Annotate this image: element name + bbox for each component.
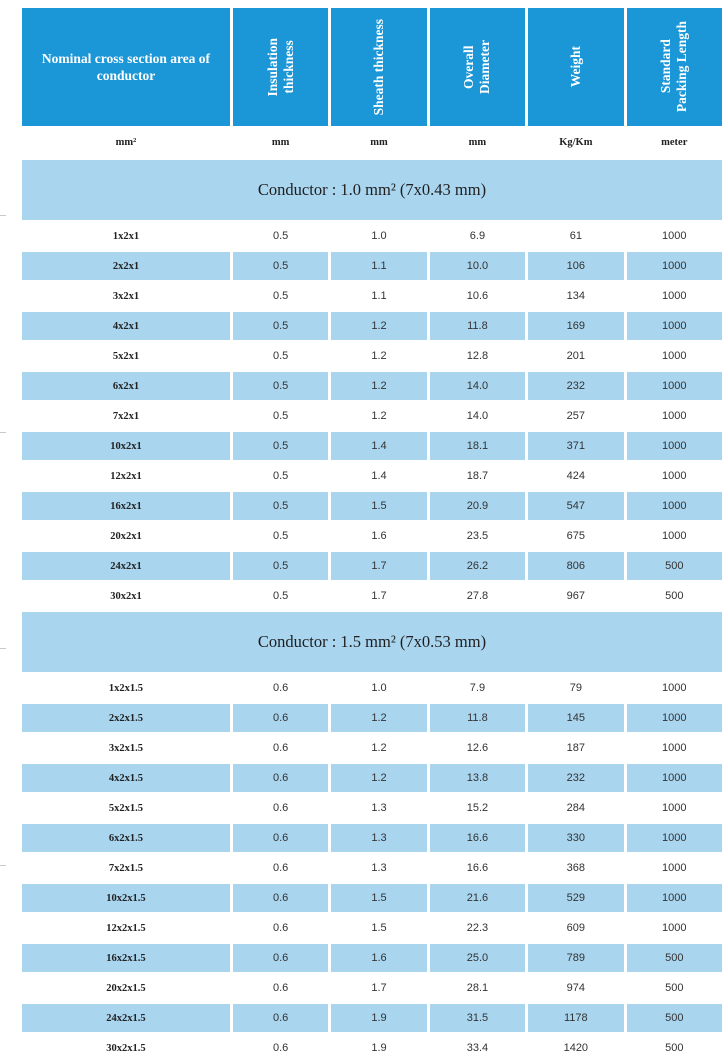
cell-weight: 61 xyxy=(528,220,623,250)
cell-cable-size: 1x2x1.5 xyxy=(22,672,230,702)
cell-diameter: 26.2 xyxy=(430,550,525,580)
cell-weight: 1178 xyxy=(528,1002,623,1032)
cell-packing-length: 500 xyxy=(627,1002,722,1032)
cell-insulation: 0.6 xyxy=(233,882,328,912)
cell-insulation: 0.5 xyxy=(233,550,328,580)
cell-sheath: 1.2 xyxy=(331,310,426,340)
cell-insulation: 0.6 xyxy=(233,852,328,882)
cell-sheath: 1.2 xyxy=(331,370,426,400)
cell-cable-size: 7x2x1 xyxy=(22,400,230,430)
cell-insulation: 0.6 xyxy=(233,912,328,942)
cell-weight: 1420 xyxy=(528,1032,623,1062)
cell-packing-length: 500 xyxy=(627,580,722,610)
table-row xyxy=(22,852,722,882)
cell-diameter: 12.6 xyxy=(430,732,525,762)
unit-diameter: mm xyxy=(468,136,487,148)
header-insulation-thickness xyxy=(233,0,328,126)
cell-packing-length: 1000 xyxy=(627,672,722,702)
cell-sheath: 1.2 xyxy=(331,702,426,732)
table-row xyxy=(22,1032,722,1062)
cell-weight: 368 xyxy=(528,852,623,882)
cell-insulation: 0.5 xyxy=(233,250,328,280)
cell-weight: 806 xyxy=(528,550,623,580)
cell-diameter: 14.0 xyxy=(430,400,525,430)
cable-spec-table-wrap xyxy=(22,0,728,1062)
table-body xyxy=(22,158,722,1062)
cell-sheath: 1.1 xyxy=(331,250,426,280)
cell-insulation: 0.6 xyxy=(233,672,328,702)
cell-sheath: 1.6 xyxy=(331,942,426,972)
cell-weight: 675 xyxy=(528,520,623,550)
header-sheath-label: Sheath thickness xyxy=(371,18,387,116)
header-overall-diameter xyxy=(430,0,525,126)
cell-diameter: 31.5 xyxy=(430,1002,525,1032)
cell-weight: 201 xyxy=(528,340,623,370)
table-row xyxy=(22,912,722,942)
table-row xyxy=(22,702,722,732)
section-header-row xyxy=(22,610,722,672)
cell-diameter: 16.6 xyxy=(430,822,525,852)
cell-cable-size: 20x2x1 xyxy=(22,520,230,550)
cell-cable-size: 20x2x1.5 xyxy=(22,972,230,1002)
cell-packing-length: 1000 xyxy=(627,792,722,822)
table-row xyxy=(22,220,722,250)
cell-diameter: 22.3 xyxy=(430,912,525,942)
cell-weight: 371 xyxy=(528,430,623,460)
cell-insulation: 0.6 xyxy=(233,822,328,852)
table-row xyxy=(22,762,722,792)
cell-weight: 232 xyxy=(528,370,623,400)
cell-insulation: 0.5 xyxy=(233,520,328,550)
unit-packing: meter xyxy=(661,136,688,148)
cell-cable-size: 24x2x1 xyxy=(22,550,230,580)
cell-cable-size: 5x2x1 xyxy=(22,340,230,370)
table-row xyxy=(22,942,722,972)
cell-weight: 284 xyxy=(528,792,623,822)
gutter-mark xyxy=(0,865,6,866)
cell-sheath: 1.2 xyxy=(331,732,426,762)
cell-insulation: 0.6 xyxy=(233,972,328,1002)
cell-packing-length: 1000 xyxy=(627,852,722,882)
cell-weight: 106 xyxy=(528,250,623,280)
cell-insulation: 0.6 xyxy=(233,792,328,822)
cell-sheath: 1.7 xyxy=(331,580,426,610)
cell-insulation: 0.5 xyxy=(233,370,328,400)
cell-sheath: 1.5 xyxy=(331,912,426,942)
cell-diameter: 23.5 xyxy=(430,520,525,550)
cell-diameter: 25.0 xyxy=(430,942,525,972)
gutter-mark xyxy=(0,215,6,216)
cell-packing-length: 1000 xyxy=(627,310,722,340)
cell-diameter: 7.9 xyxy=(430,672,525,702)
cell-packing-length: 1000 xyxy=(627,882,722,912)
cell-diameter: 11.8 xyxy=(430,310,525,340)
cell-packing-length: 1000 xyxy=(627,280,722,310)
cell-insulation: 0.5 xyxy=(233,280,328,310)
table-row xyxy=(22,792,722,822)
cell-cable-size: 3x2x1 xyxy=(22,280,230,310)
cell-cable-size: 5x2x1.5 xyxy=(22,792,230,822)
header-nominal-cross-section: Nominal cross section area of conductor xyxy=(22,0,230,126)
table-row xyxy=(22,400,722,430)
table-row xyxy=(22,280,722,310)
table-row xyxy=(22,672,722,702)
table-row xyxy=(22,520,722,550)
cell-insulation: 0.5 xyxy=(233,580,328,610)
unit-weight: Kg/Km xyxy=(559,136,593,148)
cell-cable-size: 30x2x1 xyxy=(22,580,230,610)
cell-weight: 609 xyxy=(528,912,623,942)
cell-cable-size: 24x2x1.5 xyxy=(22,1002,230,1032)
cell-insulation: 0.5 xyxy=(233,460,328,490)
cell-cable-size: 4x2x1.5 xyxy=(22,762,230,792)
cell-diameter: 6.9 xyxy=(430,220,525,250)
cell-packing-length: 1000 xyxy=(627,912,722,942)
cell-diameter: 27.8 xyxy=(430,580,525,610)
table-row xyxy=(22,250,722,280)
header-packing-label: Standard Packing Length xyxy=(658,21,690,113)
cell-cable-size: 2x2x1.5 xyxy=(22,702,230,732)
cell-sheath: 1.9 xyxy=(331,1032,426,1062)
cell-weight: 145 xyxy=(528,702,623,732)
cell-cable-size: 10x2x1.5 xyxy=(22,882,230,912)
cell-weight: 330 xyxy=(528,822,623,852)
cell-packing-length: 1000 xyxy=(627,702,722,732)
cable-spec-table xyxy=(19,0,725,1062)
cell-sheath: 1.3 xyxy=(331,792,426,822)
cell-packing-length: 500 xyxy=(627,942,722,972)
header-diameter-label: Overall Diameter xyxy=(461,40,493,94)
cell-packing-length: 500 xyxy=(627,1032,722,1062)
header-row xyxy=(22,0,722,126)
cell-diameter: 28.1 xyxy=(430,972,525,1002)
cell-insulation: 0.5 xyxy=(233,400,328,430)
unit-sheath: mm xyxy=(370,136,388,148)
cell-weight: 257 xyxy=(528,400,623,430)
table-row xyxy=(22,430,722,460)
cell-sheath: 1.4 xyxy=(331,460,426,490)
cell-insulation: 0.6 xyxy=(233,732,328,762)
cell-sheath: 1.3 xyxy=(331,822,426,852)
table-row xyxy=(22,490,722,520)
cell-cable-size: 12x2x1.5 xyxy=(22,912,230,942)
cell-weight: 529 xyxy=(528,882,623,912)
cell-insulation: 0.6 xyxy=(233,702,328,732)
cell-weight: 974 xyxy=(528,972,623,1002)
cell-diameter: 18.7 xyxy=(430,460,525,490)
cell-weight: 134 xyxy=(528,280,623,310)
cell-sheath: 1.0 xyxy=(331,672,426,702)
cell-weight: 232 xyxy=(528,762,623,792)
cell-diameter: 10.0 xyxy=(430,250,525,280)
cell-cable-size: 4x2x1 xyxy=(22,310,230,340)
cell-diameter: 18.1 xyxy=(430,430,525,460)
table-row xyxy=(22,340,722,370)
cell-packing-length: 1000 xyxy=(627,370,722,400)
cell-cable-size: 1x2x1 xyxy=(22,220,230,250)
table-row xyxy=(22,1002,722,1032)
cell-packing-length: 1000 xyxy=(627,490,722,520)
cell-packing-length: 1000 xyxy=(627,460,722,490)
cell-sheath: 1.2 xyxy=(331,762,426,792)
cell-diameter: 33.4 xyxy=(430,1032,525,1062)
header-weight-label: Weight xyxy=(567,46,583,88)
cell-diameter: 11.8 xyxy=(430,702,525,732)
cell-sheath: 1.4 xyxy=(331,430,426,460)
cell-insulation: 0.5 xyxy=(233,220,328,250)
table-row xyxy=(22,460,722,490)
cell-cable-size: 12x2x1 xyxy=(22,460,230,490)
cell-insulation: 0.5 xyxy=(233,430,328,460)
cell-sheath: 1.7 xyxy=(331,972,426,1002)
header-sheath-thickness xyxy=(331,0,426,126)
cell-cable-size: 10x2x1 xyxy=(22,430,230,460)
table-row xyxy=(22,550,722,580)
cell-sheath: 1.6 xyxy=(331,520,426,550)
cell-weight: 169 xyxy=(528,310,623,340)
cell-insulation: 0.5 xyxy=(233,340,328,370)
cell-packing-length: 1000 xyxy=(627,400,722,430)
table-row xyxy=(22,310,722,340)
section-title: Conductor : 1.0 mm² (7x0.43 mm) xyxy=(22,158,722,220)
cell-weight: 187 xyxy=(528,732,623,762)
gutter-mark xyxy=(0,648,6,649)
table-row xyxy=(22,822,722,852)
cell-insulation: 0.6 xyxy=(233,1002,328,1032)
section-header-row xyxy=(22,158,722,220)
cell-cable-size: 3x2x1.5 xyxy=(22,732,230,762)
cell-diameter: 15.2 xyxy=(430,792,525,822)
cell-cable-size: 6x2x1.5 xyxy=(22,822,230,852)
cell-weight: 424 xyxy=(528,460,623,490)
cell-packing-length: 1000 xyxy=(627,430,722,460)
units-row xyxy=(22,126,722,158)
cell-insulation: 0.6 xyxy=(233,942,328,972)
cell-diameter: 21.6 xyxy=(430,882,525,912)
cell-packing-length: 1000 xyxy=(627,822,722,852)
cell-packing-length: 1000 xyxy=(627,340,722,370)
cell-sheath: 1.5 xyxy=(331,882,426,912)
cell-packing-length: 500 xyxy=(627,972,722,1002)
cell-weight: 967 xyxy=(528,580,623,610)
cell-packing-length: 1000 xyxy=(627,762,722,792)
unit-cross-section: mm² xyxy=(115,136,137,148)
cell-cable-size: 7x2x1.5 xyxy=(22,852,230,882)
cell-sheath: 1.5 xyxy=(331,490,426,520)
table-row xyxy=(22,580,722,610)
cell-diameter: 12.8 xyxy=(430,340,525,370)
table-row xyxy=(22,972,722,1002)
cell-packing-length: 1000 xyxy=(627,250,722,280)
cell-sheath: 1.2 xyxy=(331,340,426,370)
cell-insulation: 0.6 xyxy=(233,1032,328,1062)
cell-packing-length: 500 xyxy=(627,550,722,580)
cell-weight: 79 xyxy=(528,672,623,702)
cell-packing-length: 1000 xyxy=(627,520,722,550)
header-packing-length xyxy=(627,0,722,126)
cell-diameter: 14.0 xyxy=(430,370,525,400)
cell-diameter: 10.6 xyxy=(430,280,525,310)
section-title: Conductor : 1.5 mm² (7x0.53 mm) xyxy=(22,610,722,672)
cell-sheath: 1.0 xyxy=(331,220,426,250)
cell-weight: 547 xyxy=(528,490,623,520)
cell-cable-size: 30x2x1.5 xyxy=(22,1032,230,1062)
cell-cable-size: 6x2x1 xyxy=(22,370,230,400)
cell-sheath: 1.9 xyxy=(331,1002,426,1032)
cell-insulation: 0.5 xyxy=(233,490,328,520)
cell-sheath: 1.7 xyxy=(331,550,426,580)
cell-packing-length: 1000 xyxy=(627,732,722,762)
cell-sheath: 1.1 xyxy=(331,280,426,310)
cell-cable-size: 16x2x1.5 xyxy=(22,942,230,972)
cell-diameter: 13.8 xyxy=(430,762,525,792)
cell-diameter: 16.6 xyxy=(430,852,525,882)
cell-weight: 789 xyxy=(528,942,623,972)
cell-insulation: 0.6 xyxy=(233,762,328,792)
unit-insulation: mm xyxy=(271,136,290,148)
cell-sheath: 1.3 xyxy=(331,852,426,882)
table-row xyxy=(22,732,722,762)
cell-cable-size: 2x2x1 xyxy=(22,250,230,280)
header-weight xyxy=(528,0,623,126)
cell-packing-length: 1000 xyxy=(627,220,722,250)
cell-cable-size: 16x2x1 xyxy=(22,490,230,520)
cell-insulation: 0.5 xyxy=(233,310,328,340)
table-row xyxy=(22,882,722,912)
cell-sheath: 1.2 xyxy=(331,400,426,430)
gutter-mark xyxy=(0,432,6,433)
table-row xyxy=(22,370,722,400)
cell-diameter: 20.9 xyxy=(430,490,525,520)
header-insulation-label: Insulation thickness xyxy=(264,37,296,97)
